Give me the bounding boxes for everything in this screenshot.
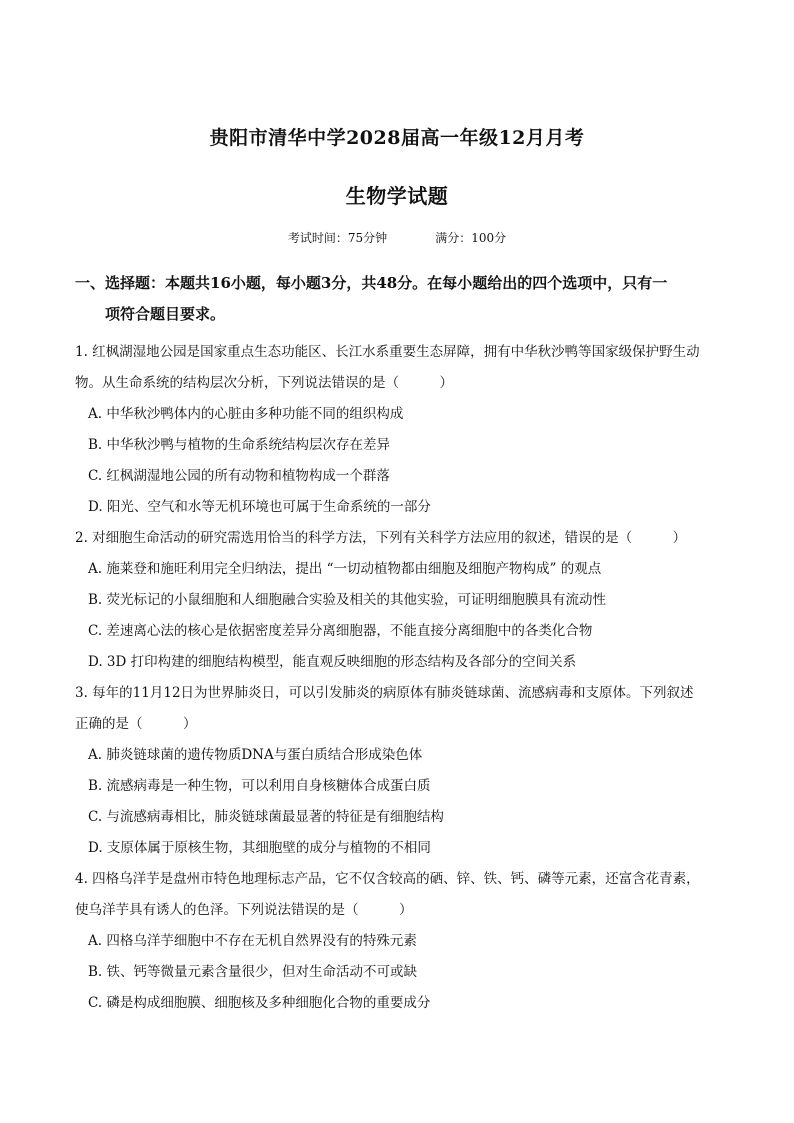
exam-meta xyxy=(0,229,794,246)
question-3-option-c: C. 与流感病毒相比，肺炎链球菌最显著的特征是有细胞结构 xyxy=(88,809,444,825)
question-2-option-d: D. 3D 打印构建的细胞结构模型，能直观反映细胞的形态结构及各部分的空间关系 xyxy=(88,654,577,670)
question-3-option-a: A. 肺炎链球菌的遗传物质DNA与蛋白质结合形成染色体 xyxy=(88,747,423,763)
question-2-option-b: B. 荧光标记的小鼠细胞和人细胞融合实验及相关的其他实验，可证明细胞膜具有流动性 xyxy=(88,592,607,608)
exam-time: 考试时间：75分钟 xyxy=(287,231,388,245)
question-2-option-c: C. 差速离心法的核心是依据密度差异分离细胞器，不能直接分离细胞中的各类化合物 xyxy=(88,623,593,639)
question-4-option-c: C. 磷是构成细胞膜、细胞核及多种细胞化合物的重要成分 xyxy=(88,995,431,1011)
exam-subject: 生物学试题 xyxy=(345,184,449,208)
question-4-stem-cont: 使乌洋芋具有诱人的色泽。下列说法错误的是（ ） xyxy=(75,902,413,918)
question-4-option-a: A. 四格乌洋芋细胞中不存在无机自然界没有的特殊元素 xyxy=(88,933,417,949)
question-3-stem-cont: 正确的是（ ） xyxy=(75,716,197,732)
question-1-option-c: C. 红枫湖湿地公园的所有动物和植物构成一个群落 xyxy=(88,468,390,484)
question-3-option-b: B. 流感病毒是一种生物，可以利用自身核糖体合成蛋白质 xyxy=(88,778,431,794)
question-1-option-d: D. 阳光、空气和水等无机环境也可属于生命系统的一部分 xyxy=(88,499,431,515)
section-heading: 一、选择题：本题共16小题，每小题3分，共48分。在每小题给出的四个选项中，只有一 xyxy=(75,274,668,292)
section-heading-cont: 项符合题目要求。 xyxy=(105,305,226,323)
question-1-option-a: A. 中华秋沙鸭体内的心脏由多种功能不同的组织构成 xyxy=(88,406,404,422)
question-1-stem-cont: 物。从生命系统的结构层次分析，下列说法错误的是（ ） xyxy=(75,375,453,391)
question-2-stem: 2. 对细胞生命活动的研究需选用恰当的科学方法，下列有关科学方法应用的叙述，错误的是（ ） xyxy=(75,530,687,546)
question-4-option-b: B. 铁、钙等微量元素含量很少，但对生命活动不可或缺 xyxy=(88,964,418,980)
question-4-stem: 4. 四格乌洋芋是盘州市特色地理标志产品，它不仅含较高的硒、锌、铁、钙、磷等元素，还富含花青素， xyxy=(75,871,700,887)
question-3-stem: 3. 每年的11月12日为世界肺炎日，可以引发肺炎的病原体有肺炎链球菌、流感病毒和支原体。下列叙述 xyxy=(75,685,694,701)
question-2-option-a: A. 施莱登和施旺利用完全归纳法，提出 “一切动植物都由细胞及细胞产物构成” 的观点 xyxy=(88,561,602,577)
question-1-stem: 1. 红枫湖湿地公园是国家重点生态功能区、长江水系重要生态屏障，拥有中华秋沙鸭等国家级保护野生动 xyxy=(75,344,700,360)
question-3-option-d: D. 支原体属于原核生物，其细胞壁的成分与植物的不相同 xyxy=(88,840,431,856)
exam-score: 满分：100分 xyxy=(435,231,507,245)
question-1-option-b: B. 中华秋沙鸭与植物的生命系统结构层次存在差异 xyxy=(88,437,391,453)
exam-title: 贵阳市清华中学2028届高一年级12月月考 xyxy=(209,127,585,149)
